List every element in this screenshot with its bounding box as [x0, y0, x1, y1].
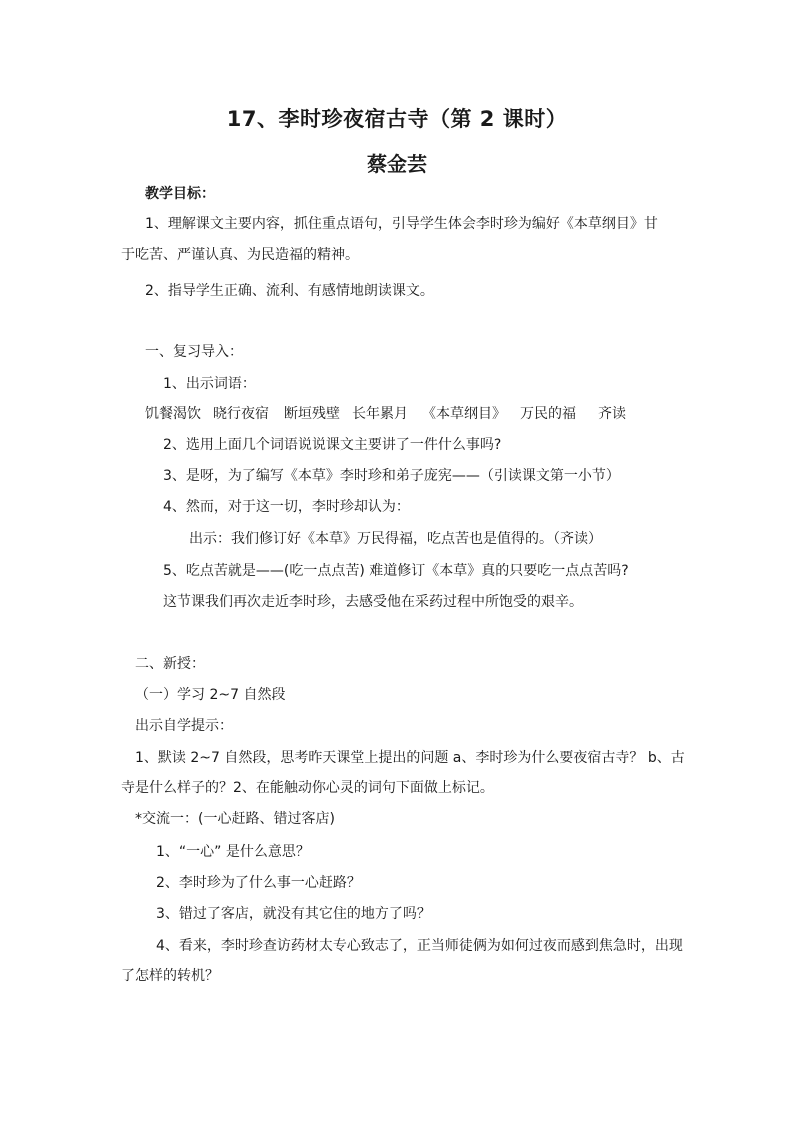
author-name: 蔡金芸 [367, 152, 427, 176]
objective-1-line-2: 于吃苦、严谨认真、为民造福的精神。 [121, 247, 359, 263]
page-title: 17、李时珍夜宿古寺（第 2 课时） [226, 107, 568, 131]
section-1-transition: 这节课我们再次走近李时珍，去感受他在采药过程中所饱受的艰辛。 [163, 594, 583, 610]
word-7: 齐读 [598, 406, 626, 422]
objective-1-line-1: 1、理解课文主要内容，抓住重点语句，引导学生体会李时珍为编好《本草纲目》甘 [145, 216, 658, 232]
section-2-question-4-line-2: 了怎样的转机？ [121, 968, 219, 984]
section-2-task-line-2: 寺是什么样子的？2、在能触动你心灵的词句下面做上标记。 [121, 780, 494, 796]
section-1-item-3: 3、是呀，为了编写《本草》李时珍和弟子庞宪——（引读课文第一小节） [163, 468, 620, 484]
section-2-question-2: 2、李时珍为了什么事一心赶路？ [156, 875, 361, 891]
objectives-heading: 教学目标： [145, 186, 215, 202]
section-1-item-1: 1、出示词语： [163, 376, 256, 392]
section-2-part-1: （一）学习 2~7 自然段 [135, 687, 286, 703]
section-2-prompt: 出示自学提示： [135, 718, 233, 734]
word-4: 长年累月 [352, 406, 408, 422]
word-3: 断垣残壁 [284, 406, 340, 422]
word-6: 万民的福 [520, 406, 576, 422]
section-1-item-4: 4、然而，对于这一切，李时珍却认为： [163, 499, 410, 515]
section-2-heading: 二、新授： [135, 656, 205, 672]
section-2-question-4-line-1: 4、看来，李时珍查访药材太专心致志了，正当师徒俩为如何过夜而感到焦急时，出现 [156, 938, 683, 954]
section-1-display: 出示：我们修订好《本草》万民得福，吃点苦也是值得的。（齐读） [189, 531, 602, 547]
section-2-task-line-1: 1、默读 2~7 自然段，思考昨天课堂上提出的问题 a、李时珍为什么要夜宿古寺？ b、古 [135, 750, 685, 766]
word-2: 晓行夜宿 [213, 406, 269, 422]
section-1-item-2: 2、选用上面几个词语说说课文主要讲了一件什么事吗? [163, 437, 502, 453]
section-2-exchange-1: *交流一：(一心赶路、错过客店) [135, 811, 335, 827]
objective-2: 2、指导学生正确、流利、有感情地朗读课文。 [145, 283, 434, 299]
word-5: 《本草纲目》 [422, 406, 506, 422]
section-2-question-3: 3、错过了客店，就没有其它住的地方了吗？ [156, 906, 431, 922]
word-1: 饥餐渴饮 [145, 406, 201, 422]
section-2-question-1: 1、“一心” 是什么意思？ [156, 844, 310, 860]
section-1-heading: 一、复习导入： [145, 344, 243, 360]
section-1-item-5: 5、吃点苦就是——(吃一点点苦) 难道修订《本草》真的只要吃一点点苦吗? [163, 563, 629, 579]
